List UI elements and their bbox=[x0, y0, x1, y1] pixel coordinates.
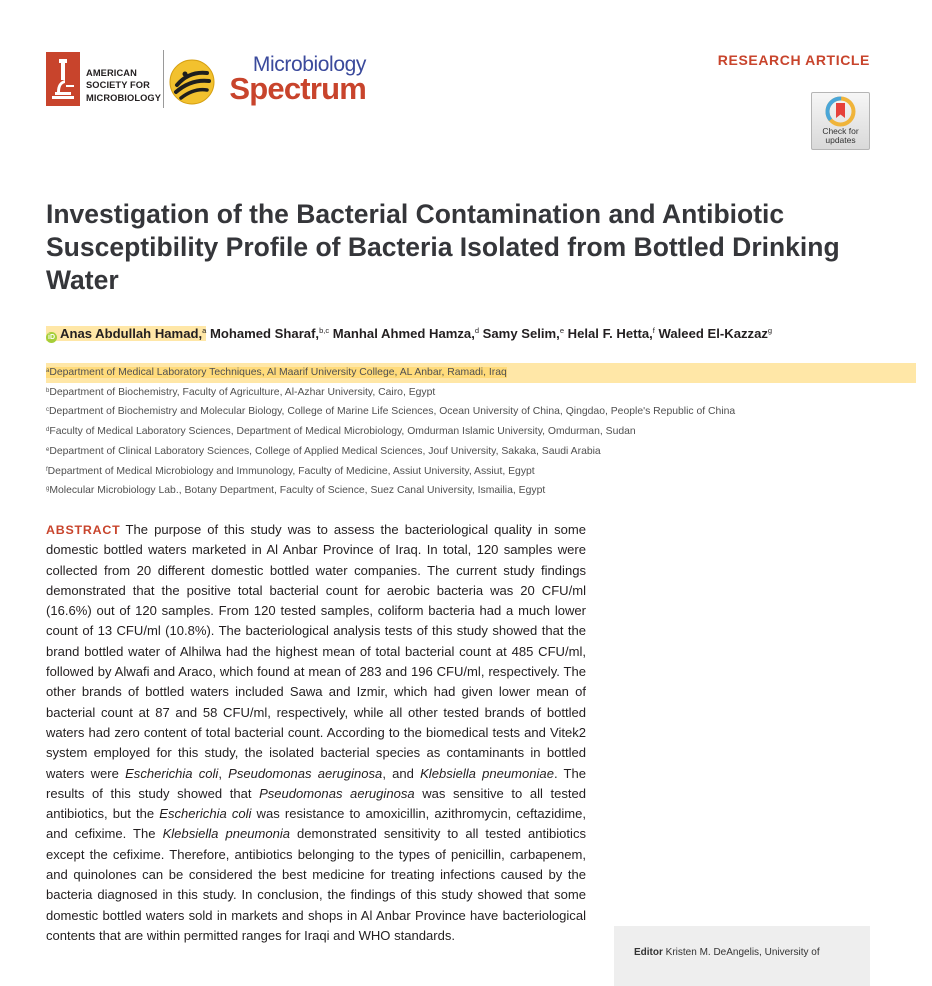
author-name: Anas Abdullah Hamad, bbox=[60, 326, 203, 341]
affiliation-item bbox=[46, 383, 916, 403]
check-updates-line: Check for bbox=[822, 126, 859, 136]
society-name-line: MICROBIOLOGY bbox=[86, 92, 162, 103]
author-affiliation-marker: e bbox=[559, 326, 564, 335]
journal-name bbox=[214, 53, 366, 106]
author-list bbox=[46, 324, 916, 344]
abstract-species-name: Klebsiella pneumoniae bbox=[420, 765, 554, 781]
abstract-label: ABSTRACT bbox=[46, 523, 121, 537]
spectrum-logo-icon bbox=[169, 59, 215, 110]
affiliation-text: Faculty of Medical Laboratory Sciences, Department of Medical Microbiology, Omdurman Islamic University, Omdurman, Sudan bbox=[49, 426, 636, 438]
society-name-line: SOCIETY FOR bbox=[86, 80, 150, 91]
author-affiliation-marker: a bbox=[202, 326, 207, 335]
affiliation-item bbox=[46, 481, 916, 501]
editor-text bbox=[634, 946, 864, 959]
author[interactable] bbox=[210, 326, 329, 341]
author-name: Mohamed Sharaf, bbox=[209, 326, 320, 341]
abstract-species-name: Escherichia coli bbox=[159, 806, 252, 822]
author[interactable] bbox=[659, 326, 773, 341]
author[interactable] bbox=[483, 326, 564, 341]
author[interactable] bbox=[568, 326, 655, 341]
author-affiliation-marker: g bbox=[767, 326, 773, 335]
bookmark-icon bbox=[825, 96, 856, 127]
journal-name-line2: Spectrum bbox=[229, 71, 366, 106]
editor-info-box bbox=[614, 926, 870, 986]
affiliation-text: Department of Clinical Laboratory Sciences, College of Applied Medical Sciences, Jouf University, Sakaka, Saudi Arabia bbox=[49, 445, 601, 457]
affiliation-list bbox=[46, 363, 916, 501]
abstract-species-name: Escherichia coli bbox=[125, 765, 219, 781]
abstract-text-run: , and bbox=[382, 765, 421, 781]
author[interactable] bbox=[46, 326, 206, 341]
affiliation-marker: f bbox=[46, 466, 48, 473]
editor-label: Editor bbox=[634, 947, 663, 958]
society-name-line: AMERICAN bbox=[86, 68, 137, 78]
affiliation-item bbox=[46, 402, 916, 422]
affiliation-marker: e bbox=[46, 446, 50, 453]
affiliation-text: Department of Biochemistry and Molecular Biology, College of Marine Life Sciences, Ocean University of China, Qingdao, People's Republic of China bbox=[49, 406, 736, 418]
abstract-text-run: The purpose of this study was to assess the bacteriological quality in some domestic bottled waters marketed in Al Anbar Province of Iraq. In total, 120 samples were collected from 20 different domestic bottled water companies. The current study findings demonstrated that the positive total bacterial count for aerobic bacteria was 20 CFU/ml (16.6%) out of 120 samples. From 120 tested samples, coliform bacteria had a much lower count of 13 CFU/ml (10.8%). The bacteriological analysis tests of this study showed that the brand bottled water of Alhilwa had the highest mean of total bacterial count at 485 CFU/ml, followed by Alwafi and Araco, which found at mean of 283 and 196 CFU/ml, respectively. The other brands of bottled waters included Sawa and Izmir, which had given lower mean of bacterial count at 87 and 58 CFU/ml, respectively, while all other tested brands of bottled waters had zero content of total bacterial count. According to the biomedical tests and Vitek2 system employed for this study, the isolated bacterial species as contaminants in bottled waters were bbox=[46, 522, 586, 781]
abstract-text-run: demonstrated sensitivity to all tested antibiotics except the cefixime. Therefore, antibiotics belonging to the types of penicillin, carbapenem, and quinolones can be considered the best medicine for treating infections caused by the bacteria diagnosed in this study. In conclusion, the findings of this study showed that some domestic bottled waters sold in markets and shops in Al Anbar Province have bacteriological contents that are within permitted ranges for Iraqi and WHO standards. bbox=[46, 826, 586, 943]
author-name: Waleed El-Kazzaz bbox=[658, 326, 768, 341]
affiliation-item bbox=[46, 462, 916, 482]
abstract-text-run: , bbox=[218, 765, 229, 781]
author[interactable] bbox=[333, 326, 479, 341]
check-for-updates-button[interactable] bbox=[811, 92, 870, 150]
affiliation-marker: g bbox=[46, 486, 50, 493]
abstract-species-name: Klebsiella pneumonia bbox=[162, 826, 291, 842]
abstract-text-run: . The results of this study showed that bbox=[46, 765, 587, 801]
article-title: Investigation of the Bacterial Contamination and Antibiotic Susceptibility Profile of Bacteria Isolated from Bottled Drinking Water bbox=[46, 199, 840, 295]
author-name: Manhal Ahmed Hamza, bbox=[332, 326, 475, 341]
affiliation-marker: a bbox=[46, 368, 50, 374]
affiliation-marker: b bbox=[46, 387, 50, 394]
abstract-text-run: was resistance to amoxicillin, azithromycin, ceftazidime, and cefixime. The bbox=[46, 806, 586, 842]
abstract-species-name: Pseudomonas aeruginosa bbox=[259, 785, 415, 801]
editor-name: Kristen M. DeAngelis, University of bbox=[665, 947, 820, 958]
author-affiliation-marker: d bbox=[474, 326, 480, 335]
check-updates-line: updates bbox=[825, 135, 856, 145]
abstract-species-name: Pseudomonas aeruginosa bbox=[228, 765, 383, 781]
society-name bbox=[86, 67, 161, 104]
abstract-text-run: was sensitive to all tested antibiotics, but the bbox=[46, 785, 587, 822]
orcid-icon[interactable]: iD bbox=[48, 334, 55, 341]
microscope-icon bbox=[46, 52, 80, 106]
abstract-body bbox=[46, 522, 586, 943]
journal-name-line1: Microbiology bbox=[252, 53, 366, 76]
author-affiliation-marker: f bbox=[652, 326, 655, 335]
affiliation-item bbox=[46, 442, 916, 462]
affiliation-marker: c bbox=[46, 407, 49, 414]
affiliation-item bbox=[46, 363, 916, 383]
author-name: Samy Selim, bbox=[482, 326, 560, 341]
affiliation-text: Department of Medical Laboratory Techniques, Al Maarif University College, AL Anbar, Ramadi, Iraq bbox=[49, 367, 507, 378]
asm-logo bbox=[46, 52, 80, 106]
affiliation-text: Department of Medical Microbiology and Immunology, Faculty of Medicine, Assiut University, Assiut, Egypt bbox=[47, 465, 535, 477]
abstract bbox=[46, 520, 586, 946]
check-for-updates-label bbox=[812, 127, 869, 145]
affiliation-text: Department of Biochemistry, Faculty of Agriculture, Al-Azhar University, Cairo, Egypt bbox=[49, 386, 436, 398]
affiliation-text: Molecular Microbiology Lab., Botany Department, Faculty of Science, Suez Canal University, Ismailia, Egypt bbox=[49, 485, 546, 497]
author-name: Helal F. Hetta, bbox=[567, 326, 653, 341]
logo-divider bbox=[163, 50, 164, 108]
author-affiliation-marker: b,c bbox=[319, 326, 330, 335]
affiliation-marker: d bbox=[46, 427, 50, 434]
affiliation-item bbox=[46, 422, 916, 442]
article-type-label: RESEARCH ARTICLE bbox=[717, 52, 870, 68]
